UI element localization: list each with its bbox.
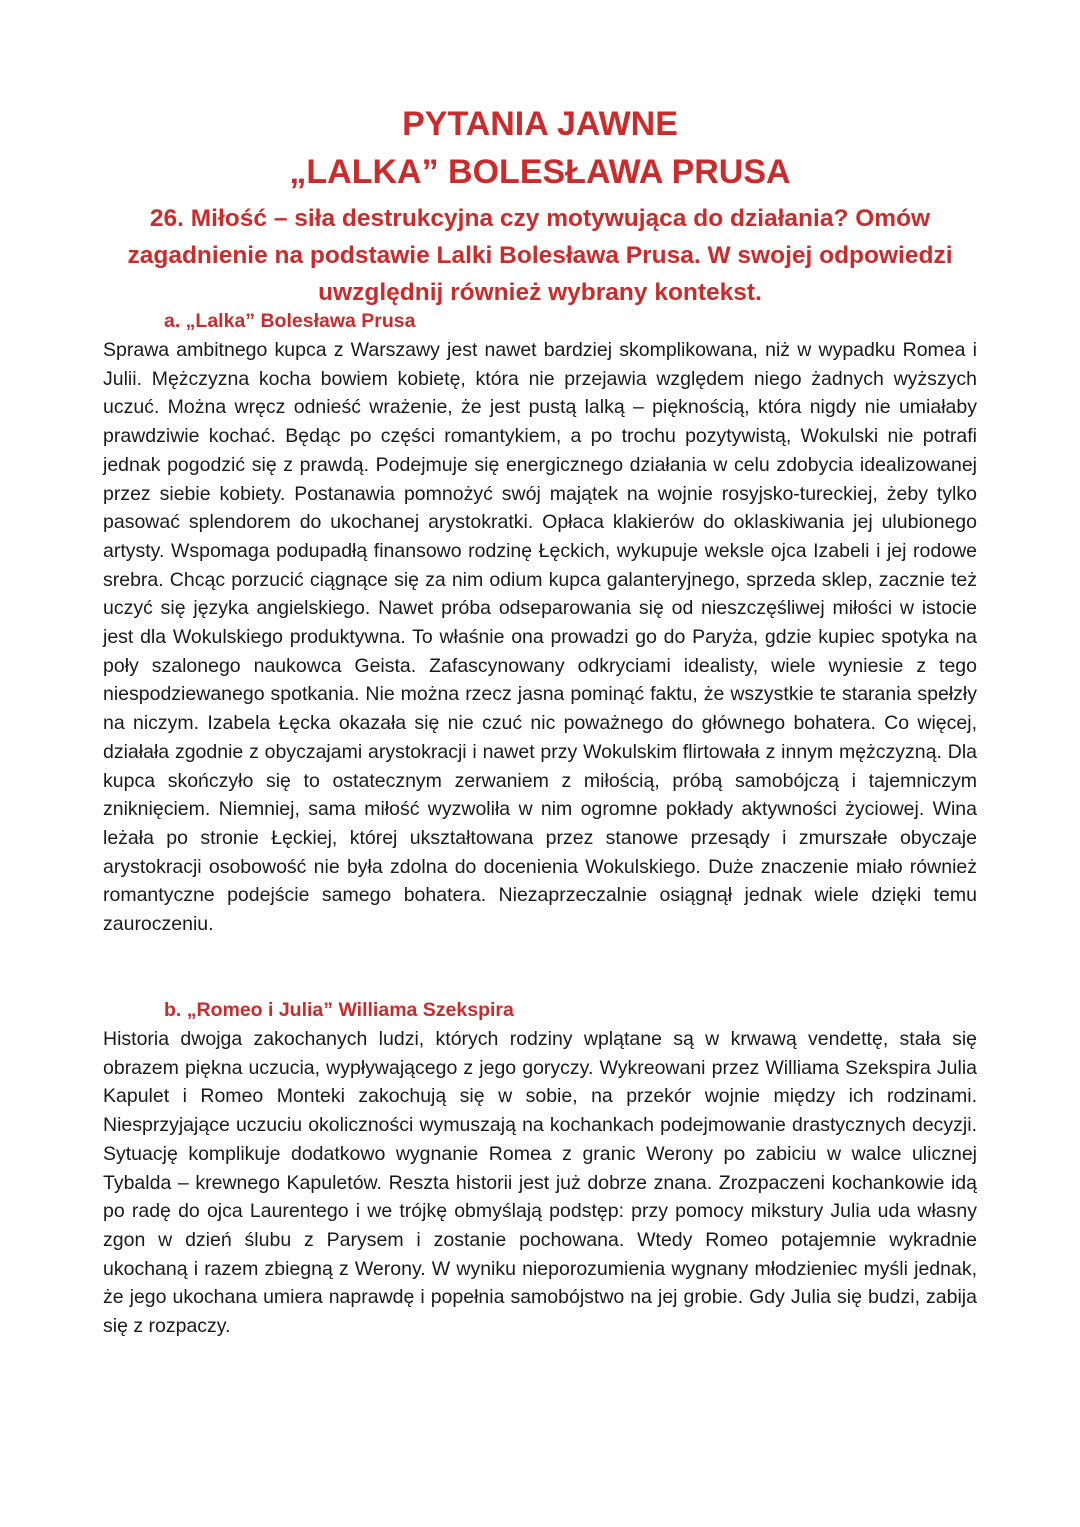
page-title: PYTANIA JAWNE [402, 105, 678, 143]
question-heading: 26. Miłość – siła destrukcyjna czy motywująca do działania? Omów zagadnienie na podstawie Lalki Bolesława Prusa. W swojej odpowiedzi uwzględnij również wybrany kontekst. [127, 205, 953, 306]
section-text-lalka: Sprawa ambitnego kupca z Warszawy jest nawet bardziej skomplikowana, niż w wypadku Romea i Julii. Mężczyzna kocha bowiem kobietę, która nie przejawia względem niego żadnych wyższych uczuć. Można wręcz odnieść wrażenie, że jest pustą lalką – pięknością, która nigdy nie umiałaby prawdziwie kochać. Będąc po części romantykiem, a po trochu pozytywistą, Wokulski nie potrafi jednak pogodzić się z prawdą. Podejmuje się energicznego działania w celu zdobycia idealizowanej przez siebie kobiety. Postanawia pomnożyć swój majątek na wojnie rosyjsko-tureckiej, żeby tylko pasować splendorem do ukochanej arystokratki. Opłaca klakierów do oklaskiwania jej ulubionego artysty. Wspomaga podupadłą finansowo rodzinę Łęckich, wykupuje weksle ojca Izabeli i jej rodowe srebra. Chcąc porzucić ciągnące się za nim odium kupca galanteryjnego, sprzeda sklep, zacznie też uczyć się języka angielskiego. Nawet próba odseparowania się od nieszczęśliwej miłości w istocie jest dla Wokulskiego produktywna. To właśnie ona prowadzi go do Paryża, gdzie kupiec spotyka na poły szalonego naukowca Geista. Zafascynowany odkryciami idealisty, wiele wyniesie z tego niespodziewanego spotkania. Nie można rzecz jasna pominąć faktu, że wszystkie te starania spełzły na niczym. Izabela Łęcka okazała się nie czuć nic poważnego do głównego bohatera. Co więcej, działała zgodnie z obyczajami arystokracji i nawet przy Wokulskim flirtowała z innym mężczyzną. Dla kupca skończyło się to ostatecznym zerwaniem z miłością, próbą samobójczą i tajemniczym zniknięciem. Niemniej, sama miłość wyzwoliła w nim ogromne pokłady aktywności życiowej. Wina leżała po stronie Łęckiej, której ukształtowana przez stanowe przesądy i zmurszałe obyczaje arystokracji osobowość nie była zdolna do docenienia Wokulskiego. Duże znaczenie miało również romantyczne podejście samego bohatera. Niezaprzeczalnie osiągnął jednak wiele dzięki temu zauroczeniu. [103, 339, 977, 936]
section-heading-lalka: a. „Lalka” Bolesława Prusa [164, 310, 416, 332]
page-subtitle: „LALKA” BOLESŁAWA PRUSA [289, 153, 791, 191]
section-text-romeo-i-julia: Historia dwojga zakochanych ludzi, których rodziny wplątane są w krwawą vendettę, stała się obrazem piękna uczucia, wypływającego z jego goryczy. Wykreowani przez Williama Szekspira Julia Kapulet i Romeo Monteki zakochują się w sobie, na przekór wojnie między ich rodzinami. Niesprzyjające uczuciu okoliczności wymuszają na kochankach podejmowanie drastycznych decyzji. Sytuację komplikuje dodatkowo wygnanie Romea z granic Werony po zabiciu w walce ulicznej Tybalda – krewnego Kapuletów. Reszta historii jest już dobrze znana. Zrozpaczeni kochankowie idą po radę do ojca Laurentego i we trójkę obmyślają podstęp: przy pomocy mikstury Julia uda własny zgon w dzień ślubu z Parysem i zostanie pochowana. Wtedy Romeo potajemnie wykradnie ukochaną i razem zbiegną z Werony. W wyniku nieporozumienia wygnany młodzieniec myśli jednak, że jego ukochana umiera naprawdę i popełnia samobójstwo na jej grobie. Gdy Julia się budzi, zabija się z rozpaczy. [103, 1028, 977, 1338]
section-heading-romeo-i-julia: b. „Romeo i Julia” Williama Szekspira [164, 999, 514, 1021]
